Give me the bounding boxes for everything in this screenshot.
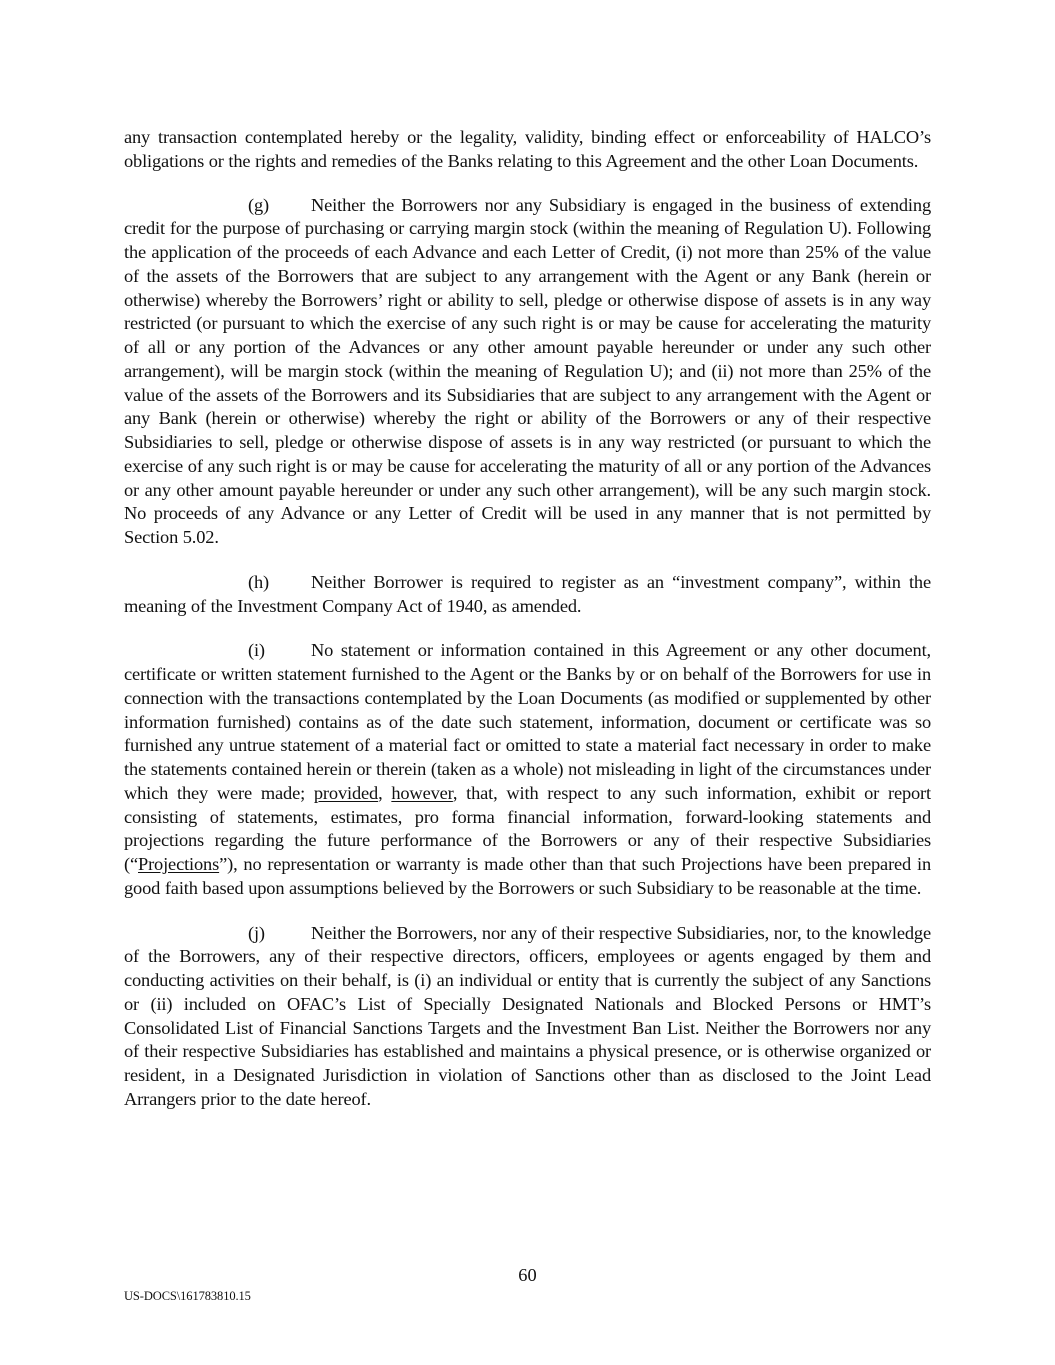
section-label-i: (i) bbox=[248, 640, 265, 661]
section-text-h: Neither Borrower is required to register as an “investment company”, within the meaning of the Investment Company Act of 1940, as amended. bbox=[124, 571, 931, 616]
section-label-j: (j) bbox=[248, 922, 265, 943]
defined-term-projections: Projections bbox=[138, 854, 220, 874]
section-text-g: Neither the Borrowers nor any Subsidiary is engaged in the business of extending credit for the purpose of purchasing or carrying margin stock (within the meaning of Regulation U). Following the application of the proceeds of each Advance and each Letter of Credit, (i) not more than 25% of the value of the assets of the Borrowers that are subject to any arrangement with the Agent or any Bank (herein or otherwise) whereby the Borrowers’ right or ability to sell, pledge or otherwise dispose of assets is in any way restricted (or pursuant to which the exercise of any such right is or may be cause for accelerating the maturity of all or any portion of the Advances or any other amount payable hereunder or under any such other arrangement), will be margin stock (within the meaning of Regulation U); and (ii) not more than 25% of the value of the assets of the Borrowers and its Subsidiaries that are subject to any arrangement with the Agent or any Bank (herein or otherwise) whereby the right or ability of the Borrowers or any of their respective Subsidiaries to sell, pledge or otherwise dispose of assets is in any way restricted (or pursuant to which the exercise of any such right is or may be cause for accelerating the maturity of all or any portion of the Advances or any other amount payable hereunder or under any such other arrangement), will be any such margin stock. No proceeds of any Advance or any Letter of Credit will be used in any manner that is not permitted by Section 5.02. bbox=[124, 194, 931, 547]
section-j bbox=[124, 922, 931, 1112]
section-i bbox=[124, 639, 931, 900]
separator: , bbox=[378, 782, 392, 803]
section-text-i-part1: No statement or information contained in this Agreement or any other document, certificate or written statement furnished to the Agent or the Banks by or on behalf of the Borrowers for use in connection with the transactions contemplated by the Loan Documents (as modified or supplemented by other information furnished) contains as of the date such statement, information, document or certificate was so furnished any untrue statement of a material fact or omitted to state a material fact necessary in order to make the statements contained herein or therein (taken as a whole) not misleading in light of the circumstances under which they were made; bbox=[124, 640, 931, 803]
section-text-i-part2: , that, with respect to any such information, exhibit or report consisting of statements, estimates, pro forma financial information, forward-looking statements and projections regarding the future performance of the Borrowers or any of their respective Subsidiaries (“ bbox=[124, 782, 931, 874]
section-h bbox=[124, 571, 931, 619]
document-id: US-DOCS\161783810.15 bbox=[124, 1289, 251, 1303]
section-label-g: (g) bbox=[248, 194, 269, 215]
underlined-term-however: however bbox=[391, 782, 453, 803]
section-g bbox=[124, 194, 931, 550]
section-label-h: (h) bbox=[248, 571, 269, 592]
page-number: 60 bbox=[518, 1265, 537, 1285]
document-page bbox=[124, 126, 931, 1133]
continuation-paragraph: any transaction contemplated hereby or the legality, validity, binding effect or enforceability of HALCO’s obligations or the rights and remedies of the Banks relating to this Agreement and the other Loan Documents. bbox=[124, 127, 931, 171]
section-text-i-part3: ”), no representation or warranty is made other than that such Projections have been prepared in good faith based upon assumptions believed by the Borrowers or such Subsidiary to be reasonable at the time. bbox=[124, 854, 931, 898]
underlined-term-provided: provided bbox=[313, 782, 379, 803]
section-text-j: Neither the Borrowers, nor any of their respective Subsidiaries, nor, to the knowledge of the Borrowers, any of their respective directors, officers, employees or agents engaged by them and conducting activities on their behalf, is (i) an individual or entity that is currently the subject of any Sanctions or (ii) included on OFAC’s List of Specially Designated Nationals and Blocked Persons or HMT’s Consolidated List of Financial Sanctions Targets and the Investment Ban List. Neither the Borrowers nor any of their respective Subsidiaries has established and maintains a physical presence, or is otherwise organized or resident, in a Designated Jurisdiction in violation of Sanctions other than as disclosed to the Joint Lead Arrangers prior to the date hereof. bbox=[124, 922, 931, 1109]
